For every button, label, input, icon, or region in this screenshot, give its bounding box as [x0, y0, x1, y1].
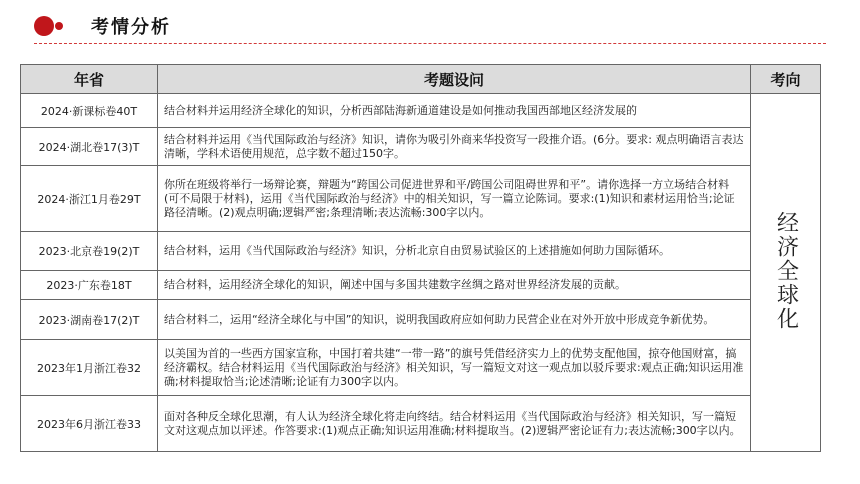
table-row [21, 166, 821, 232]
year-cell: 2023年1月浙江卷32 [21, 340, 158, 396]
table-row [21, 94, 821, 128]
table-row [21, 232, 821, 271]
question-cell: 面对各种反全球化思潮，有人认为经济全球化将走向终结。结合材料运用《当代国际政治与经济》相关知识，写一篇短文对这观点加以评述。作答要求:(1)观点正确;知识运用准确;材料提取当。(2)逻辑严密论证有力;表达流畅;300字以内。 [158, 396, 751, 452]
table-row [21, 271, 821, 300]
year-cell: 2023·广东卷18T [21, 271, 158, 300]
table-row [21, 128, 821, 166]
table-row [21, 396, 821, 452]
table-row [21, 300, 821, 340]
question-cell: 结合材料二，运用“经济全球化与中国”的知识，说明我国政府应如何助力民营企业在对外开放中形成竞争新优势。 [158, 300, 751, 340]
year-cell: 2023·北京卷19(2)T [21, 232, 158, 271]
header-question: 考题设问 [158, 65, 751, 94]
page-title: 考情分析 [91, 17, 171, 38]
dashed-divider [34, 43, 826, 44]
question-cell: 结合材料，运用《当代国际政治与经济》知识，分析北京自由贸易试验区的上述措施如何助力国际循环。 [158, 232, 751, 271]
year-cell: 2024·浙江1月卷29T [21, 166, 158, 232]
tendency-label: 经济全球化 [773, 210, 799, 331]
header [0, 0, 860, 48]
question-cell: 你所在班级将举行一场辩论赛，辩题为“跨国公司促进世界和平/跨国公司阻碍世界和平”。请你选择一方立场结合材料(可不局限于材料)，运用《当代国际政治与经济》中的相关知识，写一篇立论陈词。要求:(1)知识和素材运用恰当;论证路径清晰。(2)观点明确;逻辑严密;条理清晰;表达流畅:300字以内。 [158, 166, 751, 232]
year-cell: 2024·新课标卷40T [21, 94, 158, 128]
red-dot-icon [34, 16, 54, 36]
question-cell: 结合材料并运用《当代国际政治与经济》知识，请你为吸引外商来华投资写一段推介语。(6分。要求: 观点明确语言表达清晰，学科术语使用规范，总字数不超过150字。 [158, 128, 751, 166]
year-cell: 2023年6月浙江卷33 [21, 396, 158, 452]
question-cell: 结合材料并运用经济全球化的知识，分析西部陆海新通道建设是如何推动我国西部地区经济发展的 [158, 94, 751, 128]
header-year: 年省 [21, 65, 158, 94]
table-row [21, 340, 821, 396]
table-header-row [21, 65, 821, 94]
tendency-cell [751, 94, 821, 452]
year-cell: 2024·湖北卷17(3)T [21, 128, 158, 166]
exam-table [20, 64, 821, 452]
small-red-dot-icon [55, 22, 63, 30]
header-tendency: 考向 [751, 65, 821, 94]
question-cell: 以美国为首的一些西方国家宣称，中国打着共建“一带一路”的旗号凭借经济实力上的优势支配他国，掠夺他国财富，搞经济霸权。结合材料运用《当代国际政治与经济》相关知识，写一篇短文对这一观点加以驳斥要求:观点正确;知识运用准确;材料提取恰当;论述清晰;论证有力300字以内。 [158, 340, 751, 396]
question-cell: 结合材料，运用经济全球化的知识，阐述中国与多国共建数字丝绸之路对世界经济发展的贡献。 [158, 271, 751, 300]
year-cell: 2023·湖南卷17(2)T [21, 300, 158, 340]
